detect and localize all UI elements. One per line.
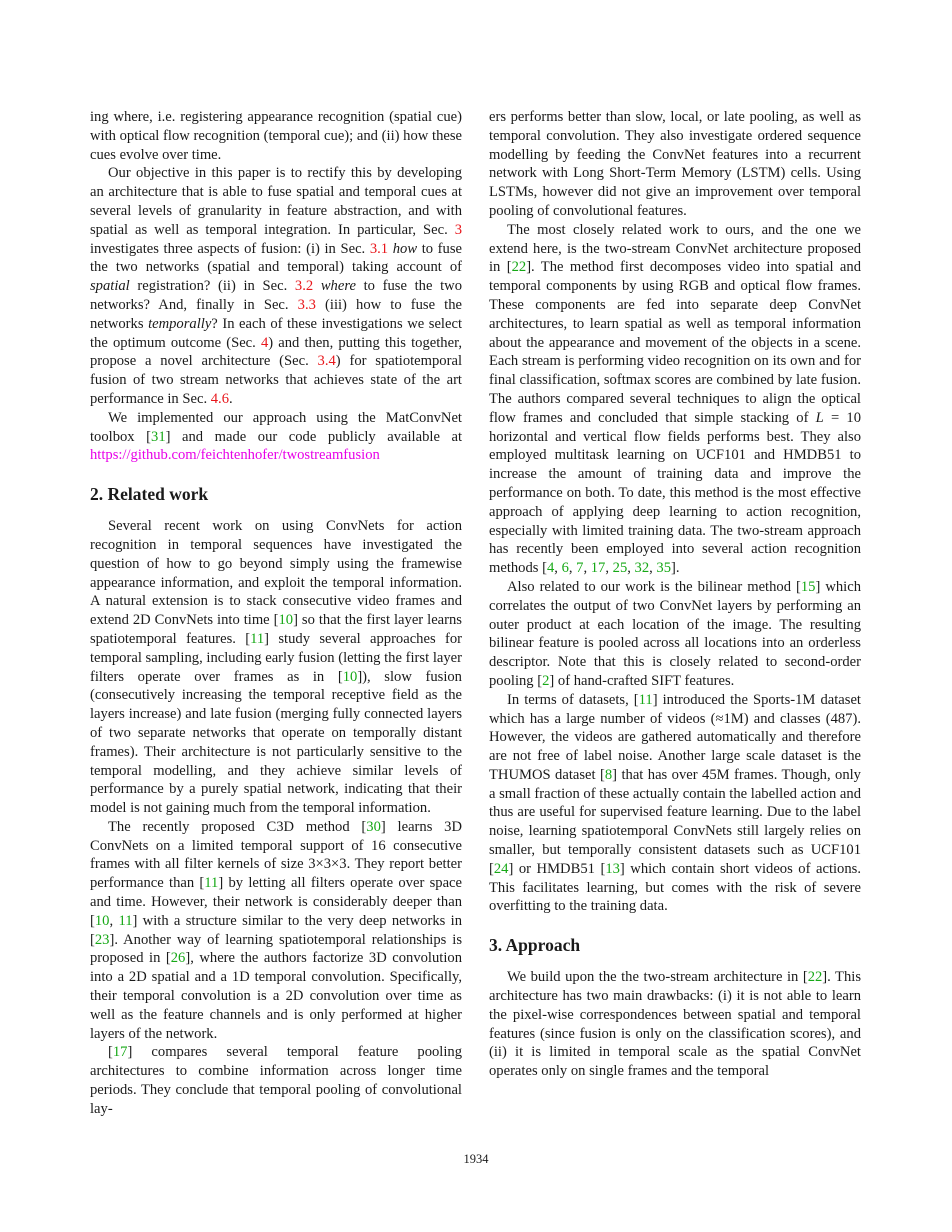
- citation-link[interactable]: 2: [542, 672, 550, 689]
- citation-link[interactable]: 6: [561, 560, 569, 577]
- citation-link[interactable]: 22: [511, 259, 527, 276]
- citation-link[interactable]: 17: [590, 560, 606, 577]
- section-heading-related-work: 2. Related work: [90, 484, 209, 505]
- citation-link[interactable]: 30: [366, 818, 381, 835]
- citation-link[interactable]: 25: [612, 560, 628, 577]
- section-ref[interactable]: 3: [454, 221, 462, 238]
- paragraph: In terms of datasets, [11] introduced the Sports-1M dataset which has a large number of videos (≈1M) and classes (487). However, the videos are gathered automatically and therefore are not free of label noise. Another large scale dataset is the THUMOS dataset [8] that has over 45M frames. Though, only a small fraction of these actually contain the labelled action and thus are useful for supervised feature learning. Due to the label noise, learning spatiotemporal ConvNets still largely relies on smaller, but temporally consistent datasets such as UCF101 [24] or HMDB51 [13] which contain short videos of actions. This facilitates learning, but comes with the risk of severe overfitting to the training data.: [489, 691, 861, 915]
- citation-link[interactable]: 32: [634, 560, 650, 577]
- citation-link[interactable]: 7: [576, 560, 584, 577]
- citation-link[interactable]: 11: [118, 912, 133, 929]
- citation-link[interactable]: 4: [546, 560, 555, 577]
- page-number: 1934: [463, 1152, 489, 1166]
- citation-link[interactable]: 10: [278, 612, 294, 629]
- paragraph: [17] compares several temporal feature pooling architectures to combine information across longer time periods. They conclude that temporal pooling of convolutional lay-: [90, 1044, 462, 1117]
- citation-link[interactable]: 13: [605, 860, 620, 877]
- paragraph: Also related to our work is the bilinear method [15] which correlates the output of two ConvNet layers by performing an outer product at each location of the image. The resulting bilinear feature is pooled across all locations into an orderless descriptor. Note that this is closely related to second-order pooling [2] of hand-crafted SIFT features.: [489, 578, 861, 689]
- paragraph: [90, 108, 462, 164]
- citation-link[interactable]: 10: [94, 912, 110, 929]
- section-ref[interactable]: 4.6: [210, 390, 229, 407]
- section-ref[interactable]: 3.2: [294, 278, 314, 295]
- section-ref[interactable]: 3.1: [369, 240, 389, 257]
- citation-link[interactable]: 22: [807, 969, 823, 986]
- left-column: [90, 108, 462, 1119]
- paragraph: Several recent work on using ConvNets for action recognition in temporal sequences have investigated the question of how to go beyond simply using the framewise appearance information, and exploit the temporal information. A natural extension is to stack consecutive video frames and extend 2D ConvNets into time [10] so that the first layer learns spatiotemporal features. [11] study several approaches for temporal sampling, including early fusion (letting the first layer filters operate over frames as in [10]), slow fusion (consecutively increasing the temporal receptive field as the layers increase) and late fusion (merging fully connected layers of two separate networks that operate on temporally distant frames). Their architecture is not particularly sensitive to the temporal modelling, and they achieve similar levels of performance by a purely spatial network, indicating that their model is not gaining much from the temporal information.: [90, 518, 462, 817]
- math-variable: L: [815, 409, 824, 426]
- paragraph: The recently proposed C3D method [30] learns 3D ConvNets on a limited temporal support of 16 consecutive frames with all filter kernels of size 3×3×3. They report better performance than [11] by letting all filters operate over space and time. However, their network is considerably deeper than [10, 11] with a structure similar to the very deep networks in [23]. Another way of learning spatiotemporal relationships is proposed in [26], where the authors factorize 3D convolution into a 2D spatial and a 1D temporal convolution. Specifically, their temporal convolution is a 2D convolution over time as well as the feature channels and is only performed at higher layers of the network.: [90, 818, 463, 1042]
- citation-link[interactable]: 17: [112, 1044, 128, 1061]
- citation-link[interactable]: 11: [204, 875, 219, 892]
- paragraph: We implemented our approach using the MatConvNet toolbox [31] and made our code publicly available at https://github.com/feichtenhofer/twostreamfusion: [90, 409, 463, 464]
- section-ref[interactable]: 3.3: [297, 296, 316, 313]
- citation-link[interactable]: 11: [638, 691, 653, 708]
- right-column: [489, 108, 861, 1081]
- paragraph: The most closely related work to ours, and the one we extend here, is the two-stream ConvNet architecture proposed in [22]. The method first decomposes video into spatial and temporal components by using RGB and optical flow frames. These components are fed into separate deep ConvNet architectures, to learn spatial as well as temporal information about the appearance and movement of the objects in a scene. Each stream is performing video recognition on its own and for final classification, softmax scores are combined by late fusion. The authors compared several techniques to align the optical flow frames and concluded that simple stacking of L = 10 horizontal and vertical flow fields performs best. They also employed multitask learning on UCF101 and HMDB51 to increase the amount of training data and improve the performance on both. To date, this method is the most effective approach of applying deep learning to action recognition, especially with limited training data. The two-stream approach has recently been employed into several action recognition methods [4, 6, 7, 17, 25, 32, 35].: [489, 221, 861, 577]
- section-ref[interactable]: 4: [260, 334, 269, 351]
- paragraph: Our objective in this paper is to rectify this by developing an architecture that is able to fuse spatial and temporal cues at several levels of granularity in feature abstraction, and with spatial as well as temporal integration. In particular, Sec. 3 investigates three aspects of fusion: (i) in Sec. 3.1 how to fuse the two networks (spatial and temporal) taking account of spatial registration? (ii) in Sec. 3.2 where to fuse the two networks? And, finally in Sec. 3.3 (iii) how to fuse the networks temporally? In each of these investigations we select the optimum outcome (Sec. 4) and then, putting this together, propose a novel architecture (Sec. 3.4) for spatiotemporal fusion of two stream networks that achieves state of the art performance in Sec. 4.6.: [90, 165, 462, 407]
- citation-link[interactable]: 8: [604, 766, 613, 783]
- citation-link[interactable]: 35: [656, 560, 672, 577]
- citation-link[interactable]: 31: [151, 428, 166, 445]
- citation-link[interactable]: 23: [94, 931, 110, 948]
- citation-link[interactable]: 26: [170, 950, 186, 967]
- citation-link[interactable]: 10: [342, 668, 358, 685]
- citation-link[interactable]: 11: [250, 630, 265, 647]
- citation-link[interactable]: 15: [800, 578, 816, 595]
- section-ref[interactable]: 3.4: [317, 353, 336, 370]
- text: ing where, i.e. registering appearance recognition (spatial cue) with optical flow recognition (temporal cue); and (ii) how these cues evolve over time.: [90, 109, 462, 163]
- citation-link[interactable]: 24: [493, 860, 509, 877]
- paragraph: We build upon the the two-stream architecture in [22]. This architecture has two main drawbacks: (i) it is not able to learn the pixel-wise correspondences between spatial and temporal features (since fusion is only on the classification scores), and (ii) it is limited in temporal scale as the spatial ConvNet operates only on single frames and the temporal: [489, 969, 861, 1080]
- paragraph: ers performs better than slow, local, or late pooling, as well as temporal convolution. They also investigate ordered sequence modelling by feeding the ConvNet features into a recurrent network with Long Short-Term Memory (LSTM) cells. Using LSTMs, however did not give an improvement over temporal pooling of convolutional features.: [489, 109, 861, 219]
- code-url-link[interactable]: https://github.com/feichtenhofer/twostreamfusion: [90, 447, 380, 464]
- section-heading-approach: 3. Approach: [489, 935, 581, 956]
